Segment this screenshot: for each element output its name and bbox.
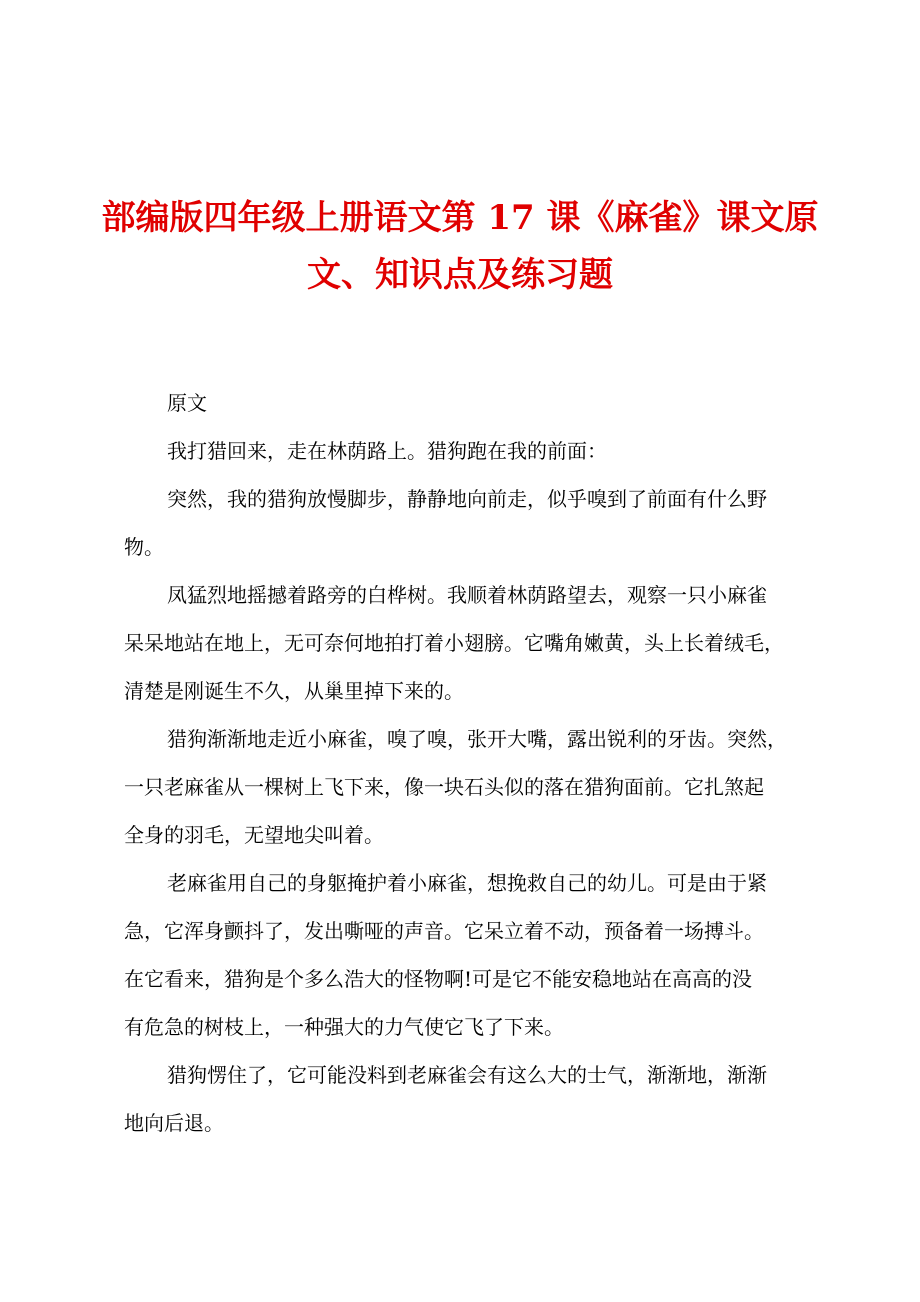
document-body	[124, 390, 808, 1158]
text-line: 老麻雀用自己的身躯掩护着小麻雀，想挽救自己的幼儿。可是由于紧	[167, 871, 767, 895]
paragraph	[124, 582, 808, 726]
document-title-line-1: 部编版四年级上册语文第 17 课《麻雀》课文原	[101, 198, 819, 238]
text-line: 一只老麻雀从一棵树上飞下来，像一块石头似的落在猎狗面前。它扎煞起	[124, 775, 764, 799]
section-heading	[124, 390, 808, 438]
text-line: 我打猎回来，走在林荫路上。猎狗跑在我的前面：	[167, 439, 607, 463]
paragraph	[124, 870, 808, 1062]
document-title-line-2: 文、知识点及练习题	[307, 255, 613, 295]
text-line: 有危急的树枝上，一种强大的力气使它飞了下来。	[124, 1015, 564, 1039]
text-line: 猎狗愣住了，它可能没料到老麻雀会有这么大的士气，渐渐地，渐渐	[167, 1063, 767, 1087]
paragraph	[124, 726, 808, 870]
text-line: 全身的羽毛，无望地尖叫着。	[124, 823, 384, 847]
text-line: 急，它浑身颤抖了，发出嘶哑的声音。它呆立着不动，预备着一场搏斗。	[124, 919, 764, 943]
text-line: 原文	[167, 391, 207, 415]
paragraph	[124, 1062, 808, 1158]
text-line: 凤猛烈地摇撼着路旁的白桦树。我顺着林荫路望去，观察一只小麻雀	[167, 583, 767, 607]
paragraph	[124, 438, 808, 486]
paragraph	[124, 486, 808, 582]
text-line: 在它看来，猎狗是个多么浩大的怪物啊!可是它不能安稳地站在高高的没	[124, 967, 753, 991]
text-line: 物。	[124, 535, 164, 559]
text-line: 清楚是刚诞生不久，从巢里掉下来的。	[124, 679, 464, 703]
text-line: 地向后退。	[124, 1111, 224, 1135]
text-line: 突然，我的猎狗放慢脚步，静静地向前走，似乎嗅到了前面有什么野	[167, 487, 767, 511]
text-line: 猎狗渐渐地走近小麻雀，嗅了嗅，张开大嘴，露出锐利的牙齿。突然，	[167, 727, 787, 751]
text-line: 呆呆地站在地上，无可奈何地拍打着小翅膀。它嘴角嫩黄，头上长着绒毛，	[124, 631, 784, 655]
